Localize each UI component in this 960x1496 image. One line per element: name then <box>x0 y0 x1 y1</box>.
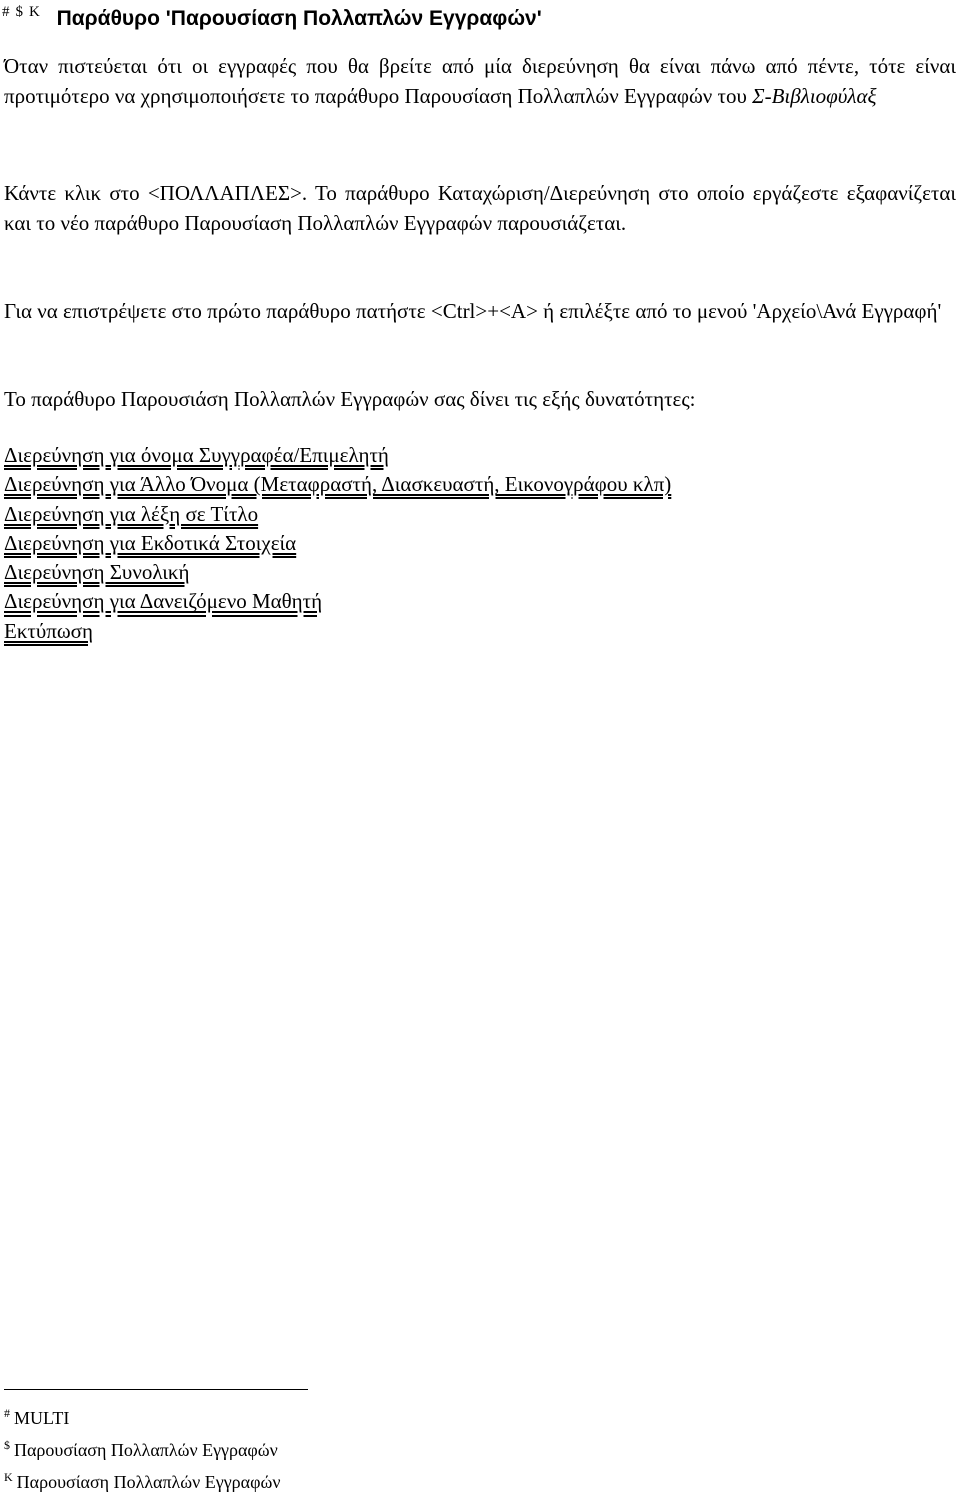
footnote-symbol: K <box>4 1470 13 1484</box>
k-marker[interactable]: K <box>29 4 41 20</box>
app-name: Σ-Βιβλιοφύλαξ <box>752 84 877 108</box>
footnote-text: Παρουσίαση Πολλαπλών Εγγραφών <box>14 1440 278 1460</box>
footnote-markers <box>2 4 51 20</box>
link-search-title-word[interactable]: Διερεύνηση για λέξη σε Τίτλο <box>4 501 259 526</box>
footnote-text: MULTI <box>14 1408 70 1428</box>
link-search-borrower[interactable]: Διερεύνηση για Δανειζόμενο Μαθητή <box>4 589 323 614</box>
return-paragraph: Για να επιστρέψετε στο πρώτο παράθυρο πατήστε <Ctrl>+<A> ή επιλέξτε από το μενού 'Αρχείο\Ανά Εγγραφή' <box>4 299 942 323</box>
link-search-publication[interactable]: Διερεύνηση για Εκδοτικά Στοιχεία <box>4 530 297 555</box>
link-search-author[interactable]: Διερεύνηση για όνομα Συγγραφέα/Επιμελητή <box>4 443 389 467</box>
page-title: Παράθυρο 'Παρουσίαση Πολλαπλών Εγγραφών' <box>56 7 542 30</box>
footnote-k <box>4 1464 604 1496</box>
footnote-dollar <box>4 1432 604 1464</box>
page-heading <box>2 4 952 31</box>
intro-paragraph <box>4 51 956 111</box>
capabilities-link-list <box>4 441 956 646</box>
footnote-symbol: $ <box>4 1438 10 1452</box>
footnotes <box>4 1400 604 1496</box>
footnote-symbol: # <box>4 1406 10 1420</box>
intro-text: Όταν πιστεύεται ότι οι εγγραφές που θα βρείτε από μία διερεύνηση θα είναι πάνω από πέντε, τότε είναι προτιμότερο να χρησιμοποιήσετε το παράθυρο Παρουσίαση Πολλαπλών Εγγραφών του <box>4 54 956 108</box>
capabilities-intro: Το παράθυρο Παρουσιάση Πολλαπλών Εγγραφών σας δίνει τις εξής δυνατότητες: <box>4 387 696 411</box>
footnote-text: Παρουσίαση Πολλαπλών Εγγραφών <box>16 1472 281 1492</box>
link-search-other-name[interactable]: Διερεύνηση για Άλλο Όνομα (Μεταφραστή, Διασκευαστή, Εικονογράφου κλπ) <box>4 472 672 497</box>
dollar-marker[interactable]: $ <box>15 4 24 20</box>
footnote-hash <box>4 1400 604 1432</box>
footnote-separator <box>4 1389 308 1390</box>
instructions-paragraph: Κάντε κλικ στο <ΠΟΛΛΑΠΛΕΣ>. Το παράθυρο Καταχώριση/Διερεύνηση στο οποίο εργάζεστε εξαφανίζεται και το νέο παράθυρο Παρουσίαση Πολλαπλών Εγγραφών παρουσιάζεται. <box>4 181 956 235</box>
hash-marker[interactable]: # <box>2 4 11 20</box>
link-search-combined[interactable]: Διερεύνηση Συνολική <box>4 560 190 585</box>
link-print[interactable]: Εκτύπωση <box>4 618 93 643</box>
